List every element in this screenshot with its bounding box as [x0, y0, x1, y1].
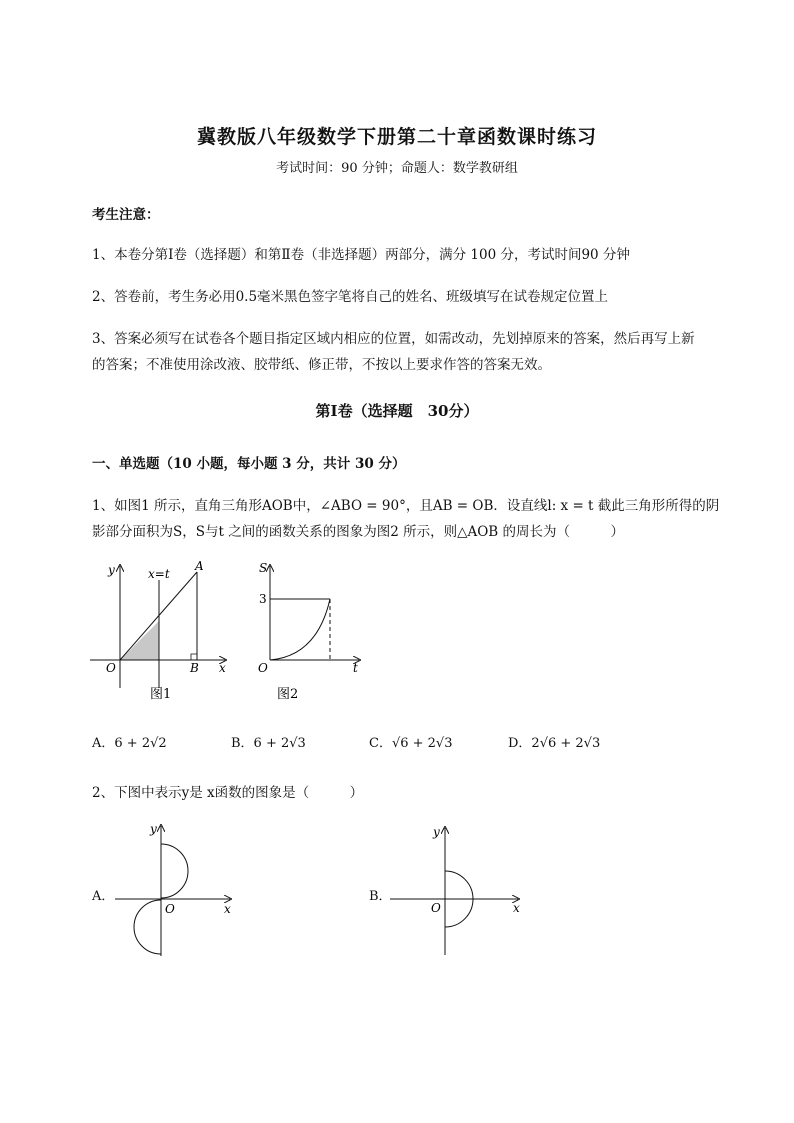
notes-heading: 考生注意： — [92, 207, 160, 223]
shaded-region — [120, 621, 159, 660]
part-heading: 一、单选题（10 小题，每小题 3 分，共计 30 分） — [92, 456, 406, 472]
q2-stem: 2、下图中表示y是 x函数的图象是（ ） — [92, 785, 364, 801]
fig1-caption: 图1 — [150, 687, 172, 702]
q1-figure-2 — [245, 558, 370, 708]
fig2-origin: O — [258, 661, 268, 675]
fig2-caption: 图2 — [277, 687, 299, 702]
fig1-y-label: y — [108, 563, 115, 577]
q1-option-a[interactable]: A．6 + 2√2 — [92, 736, 167, 751]
section-title: 第Ⅰ卷（选择题 30分） — [315, 402, 479, 420]
q2-option-a-graph[interactable] — [110, 818, 240, 963]
q2-option-b-graph[interactable] — [385, 822, 525, 962]
optA-x-label: x — [224, 902, 231, 916]
q1-stem-line1: 1、如图1 所示，直角三角形AOB中，∠ABO = 90°，且AB = OB．设直线l: x = t 截此三角形所得的阴 — [92, 498, 720, 514]
fig1-point-B: B — [190, 661, 199, 675]
q2-option-b-label[interactable]: B． — [369, 889, 392, 904]
lower-semicircle — [134, 900, 161, 954]
fig1-line-label: x=t — [148, 567, 170, 581]
note-item-3-cont: 的答案；不准使用涂改液、胶带纸、修正带，不按以上要求作答的答案无效。 — [92, 357, 551, 373]
optA-origin: O — [165, 902, 175, 916]
q1-option-b[interactable]: B．6 + 2√3 — [231, 736, 306, 751]
s-curve — [270, 599, 330, 660]
optA-y-label: y — [150, 822, 157, 836]
note-item-1: 1、本卷分第Ⅰ卷（选择题）和第Ⅱ卷（非选择题）两部分，满分 100 分，考试时间90 分钟 — [92, 247, 630, 263]
exam-info: 考试时间：90 分钟；命题人：数学教研组 — [276, 161, 518, 176]
fig1-x-label: x — [219, 661, 226, 675]
optB-x-label: x — [513, 901, 520, 915]
optB-origin: O — [431, 901, 441, 915]
note-item-3: 3、答案必须写在试卷各个题目指定区域内相应的位置，如需改动，先划掉原来的答案，然后再写上新 — [92, 331, 695, 347]
q1-option-d[interactable]: D．2√6 + 2√3 — [508, 736, 601, 751]
fig2-S-label: S — [259, 561, 268, 575]
fig2-t-label: t — [353, 661, 358, 675]
fig1-origin: O — [106, 661, 116, 675]
fig2-value-3: 3 — [259, 592, 267, 606]
q1-stem-line2: 影部分面积为S，S与t 之间的函数关系的图象为图2 所示，则△AOB 的周长为（ ） — [92, 524, 625, 540]
fig1-point-A: A — [195, 559, 204, 573]
page-title: 冀教版八年级数学下册第二十章函数课时练习 — [196, 126, 597, 148]
right-angle-mark — [191, 654, 197, 660]
optB-y-label: y — [433, 825, 440, 839]
q2-option-a-label[interactable]: A． — [92, 889, 115, 904]
q1-option-c[interactable]: C．√6 + 2√3 — [369, 736, 453, 751]
upper-semicircle — [161, 844, 188, 898]
q1-figure-1 — [88, 558, 238, 708]
note-item-2: 2、答卷前，考生务必用0.5毫米黑色签字笔将自己的姓名、班级填写在试卷规定位置上 — [92, 289, 609, 305]
